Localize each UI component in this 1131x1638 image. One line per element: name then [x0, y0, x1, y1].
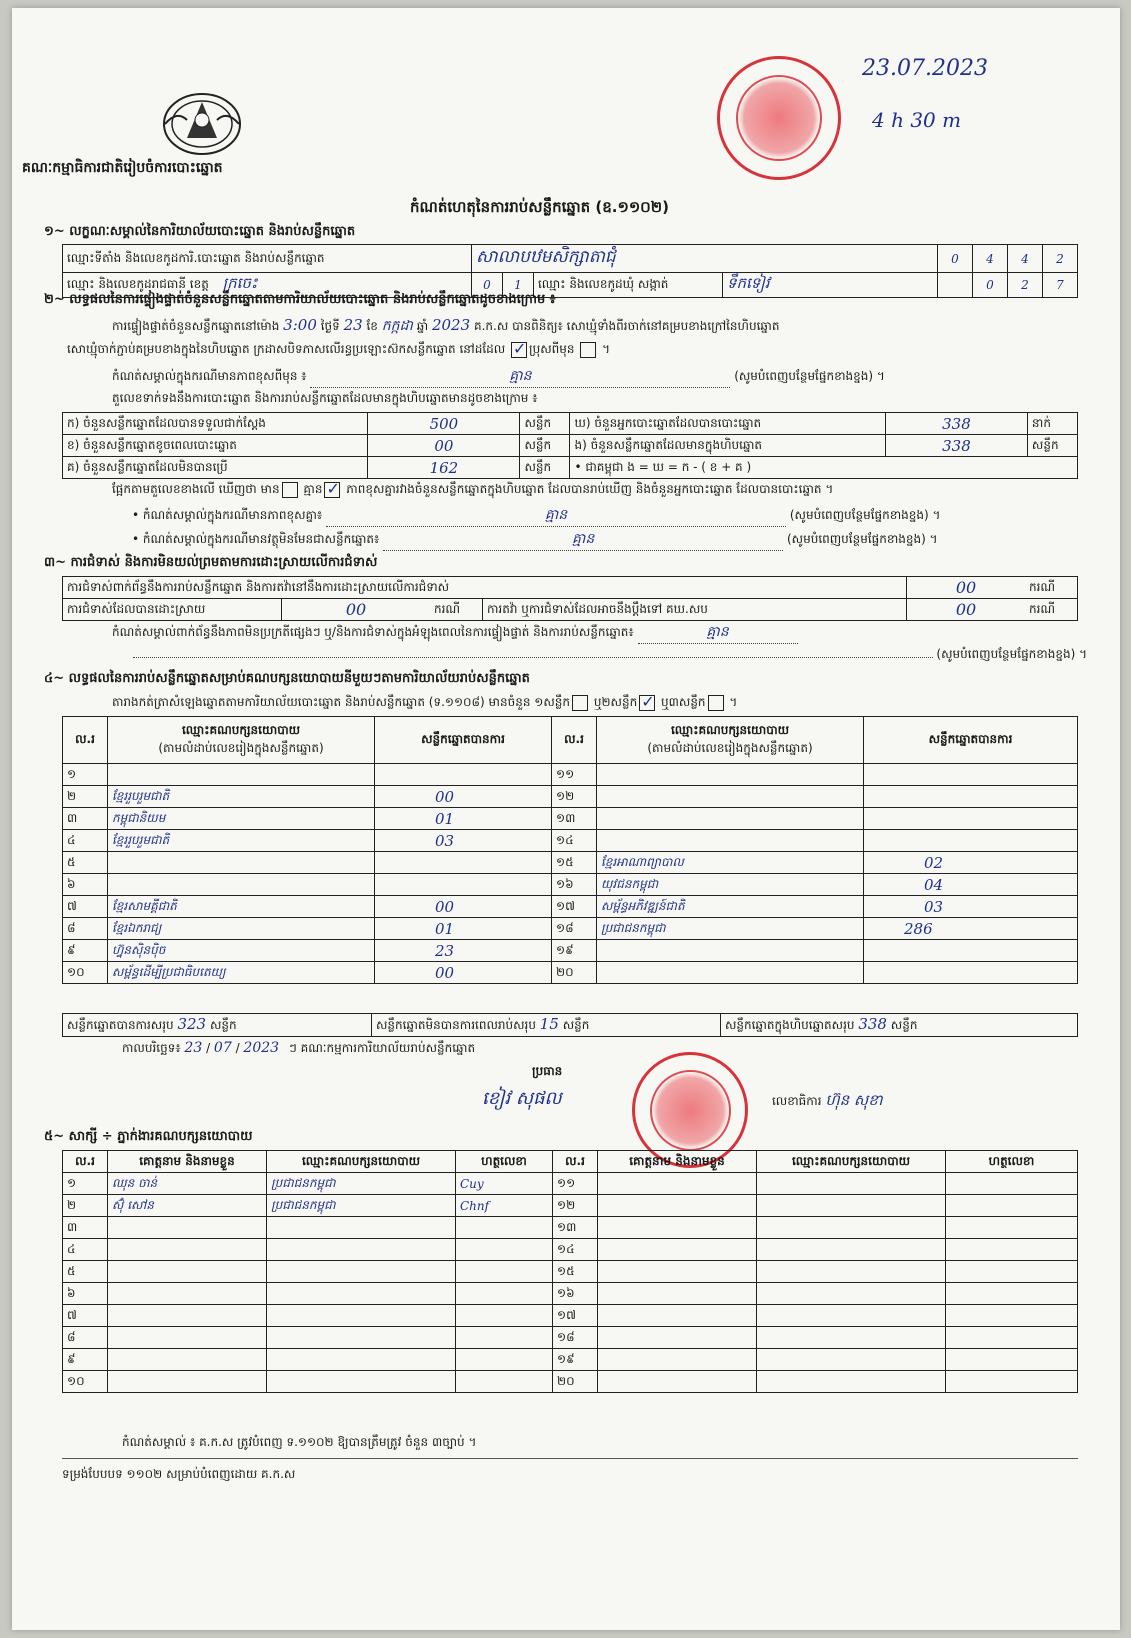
table-row: ៣ កម្ពុជានិយម 01 ១៣: [63, 808, 1078, 830]
stamp-time: 4 h 30 m: [872, 108, 962, 132]
three-sheet-checkbox[interactable]: [708, 695, 724, 711]
difference-note: កំណត់សម្គាល់ក្នុងករណីមានភាពខុសពីមុន ៖ គ្មាន (សូមបំពេញបន្ថែមផ្នែកខាងខ្នង) ។: [112, 366, 1092, 388]
table-row: ៩ ១៩: [63, 1349, 1078, 1371]
province-code-1: 0: [472, 273, 503, 298]
check-line-2: សោឃ្មុំចាក់ភ្ជាប់គម្របខាងក្នុងនៃហិបឆ្នោត ក្រដាសបិទភាសលើរន្ធប្រឡោះស៊កសន្លឹកឆ្នោត នៅដដែល ✓ ប្រុសពីមុន ។: [67, 341, 1087, 359]
irregularity-note-line2: (សូមបំពេញបន្ថែមផ្នែកខាងខ្នង) ។: [67, 646, 1087, 664]
counts-intro: តួលេខទាក់ទងនឹងការបោះឆ្នោត និងការរាប់សន្លឹកឆ្នោតដែលមានក្នុងហិបឆ្នោតមានដូចខាងក្រោម ៖: [112, 391, 538, 405]
irregularity-note: កំណត់សម្គាល់ពាក់ព័ន្ធនឹងភាពមិនប្រក្រតីផ្សេងៗ ឬ/និងការជំទាស់ក្នុងអំឡុងពេលនៃការផ្ទៀងផ្ទាត់ និងការរាប់សន្លឹកឆ្នោត៖ គ្មាន: [112, 622, 1092, 644]
voters-value: 338: [886, 413, 1028, 435]
section-5-title: ៥~ សាក្សី ÷ ភ្នាក់ងារគណបក្សនយោបាយ: [44, 1129, 253, 1144]
footer-divider: [62, 1458, 1078, 1459]
table-row: ៤ ខ្មែររួបរួមជាតិ 03 ១៤: [63, 830, 1078, 852]
formula: • ជាគម្ពុជា ង = ឃ = ក - ( ខ + គ ): [570, 457, 1078, 479]
commune-label: ឈ្មោះ និងលេខកូដឃុំ សង្កាត់: [534, 273, 723, 298]
objections-table: ការជំទាស់ពាក់ព័ន្ធនឹងការរាប់សន្លឹកឆ្នោត និងការតវ៉ានៅនឹងការដោះស្រាយលើការជំទាស់ 00 ករណី ការជំទាស់ដែលបានដោះស្រាយ 00 ករណី ការតវ៉ា ឬការជំទាស់ដែលអាចនឹងប្តឹងទៅ គឃ.សប 00 ករណី: [62, 576, 1078, 621]
count-row: ក) ចំនួនសន្លឹកឆ្នោតដែលបានទទួលជាក់ស្តែង 500 សន្លឹក ឃ) ចំនួនអ្នកបោះឆ្នោតដែលបានបោះឆ្នោត 338 នាក់: [63, 413, 1078, 435]
counts-table: [62, 412, 1078, 479]
section-3-title: ៣~ ការជំទាស់ និងការមិនយល់ព្រមតាមការដោះស្រាយលើការជំទាស់: [44, 555, 378, 570]
commune-code-3: 7: [1043, 273, 1078, 298]
official-seal-top: [717, 56, 841, 180]
same-checkbox[interactable]: [511, 342, 527, 358]
section-2-title: ២~ លទ្ធផលនៃការផ្ទៀងផ្ទាត់ចំនួនសន្លឹកឆ្នោតតាមការិយាល័យបោះឆ្នោត និងរាប់សន្លឹកឆ្នោតដូចខាងក្រោម ៖: [44, 292, 556, 307]
count-row: ខ) ចំនួនសន្លឹកឆ្នោតខូចពេលបោះឆ្នោត 00 សន្លឹក ង) ចំនួនសន្លឹកឆ្នោតដែលមានក្នុងហិបឆ្នោត 338 សន្លឹក: [63, 435, 1078, 457]
section-1-table: [62, 244, 1078, 298]
province-value: ក្រចេះ: [222, 274, 258, 292]
different-checkbox[interactable]: [580, 342, 596, 358]
objections-value: 00: [907, 577, 1026, 599]
unused-value: 162: [368, 457, 520, 479]
has-discrepancy-checkbox[interactable]: [282, 482, 298, 498]
table-row: ៥ ១៥: [63, 1261, 1078, 1283]
office-code-2: 4: [973, 245, 1008, 273]
in-box-total: សន្លឹកឆ្នោតក្នុងហិបឆ្នោតសរុប 338 សន្លឹក: [721, 1014, 1078, 1037]
two-sheet-checkbox[interactable]: [639, 695, 655, 711]
table-row: ៤ ១៤: [63, 1239, 1078, 1261]
footnote: កំណត់សម្គាល់ ៖ គ.ក.ស ត្រូវបំពេញ ទ.១១០២ ឱ្យបានត្រឹមត្រូវ ចំនួន ៣ច្បាប់ ។: [122, 1435, 477, 1449]
section-4-title: ៤~ លទ្ធផលនៃការរាប់សន្លឹកឆ្នោតសម្រាប់គណបក្សនយោបាយនីមួយៗតាមការិយាល័យរាប់សន្លឹកឆ្នោត: [44, 671, 530, 686]
stamp-date: 23.07.2023: [862, 56, 988, 81]
nec-emblem-icon: [157, 80, 247, 160]
table-row: ៣ ១៣: [63, 1217, 1078, 1239]
table-row: ១ ១១: [63, 764, 1078, 786]
discrepancy-line: ផ្អែកតាមតួលេខខាងលើ ឃើញថា មាន គ្មាន✓ ភាពខុសគ្នារវាងចំនួនសន្លឹកឆ្នោតក្នុងហិបឆ្នោត ដែលបានរាប់ឃើញ និងចំនួនអ្នកបោះឆ្នោត ដែលបានបោះឆ្នោត ។: [112, 481, 1092, 499]
table-row: ១០ សម្ព័ន្ធដើម្បីប្រជាធិបតេយ្យ 00 ២០: [63, 962, 1078, 984]
office-code-3: 4: [1008, 245, 1043, 273]
valid-total: សន្លឹកឆ្នោតបានការសរុប 323 សន្លឹក: [63, 1014, 372, 1037]
office-code-4: 2: [1043, 245, 1078, 273]
commune-code-1: 0: [973, 273, 1008, 298]
table-row: ៦ ១៦: [63, 1283, 1078, 1305]
table-row: ៦ ១៦ យុវជនកម្ពុជា 04: [63, 874, 1078, 896]
form-footer: ទម្រង់បែបបទ ១១០២ សម្រាប់បំពេញដោយ គ.ក.ស: [62, 1467, 296, 1481]
chair-label: ប្រធាន: [532, 1064, 563, 1078]
province-code-2: 1: [503, 273, 534, 298]
commune-value: ទឹកទៀវ: [723, 273, 938, 298]
form-page: [12, 8, 1120, 1630]
table-row: ៧ ១៧: [63, 1305, 1078, 1327]
resolved-value: 00: [282, 599, 431, 621]
form-title: កំណត់ហេតុនៃការរាប់សន្លឹកឆ្នោត (ឧ.១១០២): [410, 198, 670, 216]
table-row: ២ ខ្មែររួបរួមជាតិ 00 ១២: [63, 786, 1078, 808]
discrepancy-note: • កំណត់សម្គាល់ក្នុងករណីមានភាពខុសគ្នា៖ គ្មាន (សូមបំពេញបន្ថែមផ្នែកខាងខ្នង) ។: [132, 505, 1092, 527]
table-row: ២ ស៊ុំ សៅន ប្រជាជនកម្ពុជា Chnf ១២: [63, 1195, 1078, 1217]
section-1-title: ១~ លក្ខណៈសម្គាល់នៃការិយាល័យបោះឆ្នោត និងរាប់សន្លឹកឆ្នោត: [44, 224, 356, 239]
office-code-1: 0: [938, 245, 973, 273]
invalid-total: សន្លឹកឆ្នោតមិនបានការពេលរាប់សរុប 15 សន្លឹក: [372, 1014, 721, 1037]
check-line-1: ការផ្ទៀងផ្ទាត់ចំនួនសន្លឹកឆ្នោតនៅម៉ោង 3:00 ថ្ងៃទី 23 ខែ កក្កដា ឆ្នាំ 2023 គ.ក.ស បានពិនិត្យ៖ សោឃ្មុំទាំងពីរចាក់នៅគម្របខាងក្រៅនៃហិបឆ្នោត: [112, 316, 780, 334]
appeal-value: 00: [907, 599, 1026, 621]
office-value: សាលាបឋមសិក្សាតាជុំ: [472, 245, 938, 273]
received-value: 500: [368, 413, 520, 435]
results-table: ល.រ ឈ្មោះគណបក្សនយោបាយ (តាមលំដាប់លេខរៀងក្នុងសន្លឹកឆ្នោត) សន្លឹកឆ្នោតបានការ ល.រ ឈ្មោះគណបក្សនយោបាយ (តាមលំដាប់លេខរៀងក្នុងសន្លឹកឆ្នោត) សន្លឹកឆ្នោតបានការ ១ ១១ ២ ខ្មែររួបរួមជាតិ 00 ១២ ៣ កម្ពុជានិយម 01 ១៣ ៤ ខ្មែររួបរួមជាតិ 03 ១៤ ៥ ១៥ ខ្មែរអាណាព្យាបាល 02 ៦ ១៦ យុវជនកម្ពុជា 04 ៧ ខ្មែរសាមគ្គីជាតិ 00 ១៧ សម្ព័ន្ធអភិវឌ្ឍន៍ជាតិ 03 ៨ ខ្មែរឯករាជ្យ 01 ១៨ ប្រជាជនកម្ពុជា 286 ៩ ហ្វ៊ុនស៊ិនប៉ិច 23 ១៩ ១០ សម្ព័ន្ធដើម្បីប្រជាធិបតេយ្យ 00 ២០: [62, 716, 1078, 984]
totals-table: [62, 1013, 1078, 1037]
table-row: ១០ ២០: [63, 1371, 1078, 1393]
tally-sheet-line: តារាងកត់ត្រាសំឡេងឆ្នោតតាមការិយាល័យបោះឆ្នោត និងរាប់សន្លឹកឆ្នោត (ទ.១១០៨) មានចំនួន ១សន្លឹក ឬ២សន្លឹក✓ ឬ៣សន្លឹក ។: [112, 694, 737, 712]
chair-signature: ខៀវ សុផល: [482, 1088, 562, 1109]
table-row: ៨ ខ្មែរឯករាជ្យ 01 ១៨ ប្រជាជនកម្ពុជា 286: [63, 918, 1078, 940]
table-row: ៥ ១៥ ខ្មែរអាណាព្យាបាល 02: [63, 852, 1078, 874]
one-sheet-checkbox[interactable]: [572, 695, 588, 711]
secretary: លេខាធិការ ហ៊ុន សុខា: [772, 1091, 883, 1109]
org-name: គណៈកម្មាធិការជាតិរៀបចំការបោះឆ្នោត: [22, 160, 223, 176]
spoiled-value: 00: [368, 435, 520, 457]
office-label: ឈ្មោះទីតាំង និងលេខកូដការិ.បោះឆ្នោត និងរាប់សន្លឹកឆ្នោត: [63, 245, 472, 273]
commune-code-2: 2: [1008, 273, 1043, 298]
province-label: ឈ្មោះ និងលេខកូដរាជធានី ខេត្ត ក្រចេះ: [63, 273, 472, 298]
table-row: ៧ ខ្មែរសាមគ្គីជាតិ 00 ១៧ សម្ព័ន្ធអភិវឌ្ឍន៍ជាតិ 03: [63, 896, 1078, 918]
signing-date: កាលបរិច្ឆេទ៖ 23 / 07 / 2023 ៗ គណៈកម្មការការិយាល័យរាប់សន្លឹកឆ្នោត: [122, 1040, 476, 1056]
foreign-object-note: • កំណត់សម្គាល់ក្នុងករណីមានវត្ថុមិនមែនជាសន្លឹកឆ្នោត៖ គ្មាន (សូមបំពេញបន្ថែមផ្នែកខាងខ្នង) ។: [132, 529, 1092, 551]
no-discrepancy-checkbox[interactable]: [324, 482, 340, 498]
table-row: ១ ឈុន ចាន់ ប្រជាជនកម្ពុជា Cuy ១១: [63, 1173, 1078, 1195]
table-row: ៨ ១៨: [63, 1327, 1078, 1349]
in-box-value: 338: [886, 435, 1028, 457]
count-row: គ) ចំនួនសន្លឹកឆ្នោតដែលមិនបានប្រើ 162 សន្លឹក • ជាគម្ពុជា ង = ឃ = ក - ( ខ + គ ): [63, 457, 1078, 479]
table-row: ៩ ហ្វ៊ុនស៊ិនប៉ិច 23 ១៩: [63, 940, 1078, 962]
witness-table: ល.រ គោត្តនាម និងនាមខ្លួន ឈ្មោះគណបក្សនយោបាយ ហត្ថលេខា ល.រ គោត្តនាម និងនាមខ្លួន ឈ្មោះគណបក្សនយោបាយ ហត្ថលេខា ១ ឈុន ចាន់ ប្រជាជនកម្ពុជា Cuy ១១ ២ ស៊ុំ សៅន ប្រជាជនកម្ពុជា Chnf ១២ ៣ ១៣ ៤ ១៤ ៥ ១៥ ៦ ១៦ ៧ ១៧ ៨ ១៨ ៩ ១៩ ១០ ២០: [62, 1150, 1078, 1393]
